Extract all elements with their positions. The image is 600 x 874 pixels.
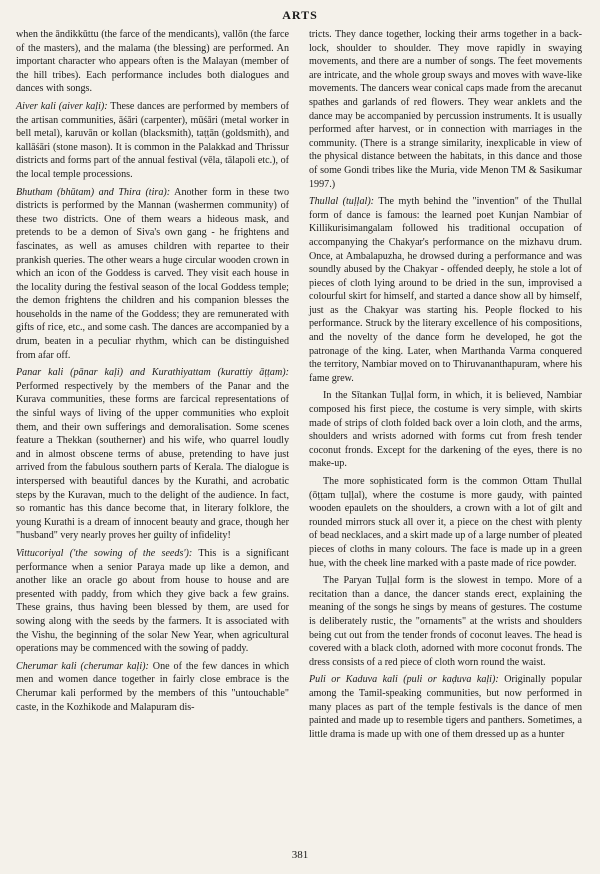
page-number: 381	[291, 849, 309, 861]
paragraph: tricts. They dance together, locking their arms together in a back-lock, shoulder to shoulder. They move rapidly in swaying movements, and there are a number of songs. The feet movements are intricate, and the whole group sways and moves with wave-like movements. The dancers wear conical caps made from the arecanut spathes and garlands of red flowers. They wear anklets and the dance may be accompanied by percussion instruments. It is usually performed after harvest, or in connection with marriages in the community. (There is a strange similarity, inexplicable in view of the physical distance between the habitats, in this dance and those of some Gondi tribes like the Muria, vide Menon TM & Sasikumar 1997.)	[309, 29, 582, 190]
paragraph: Thullal (tuḷḷal): The myth behind the "invention" of the Thullal form of dance is famous: the learned poet Kunjan Nambiar of Killikurisimangalam followed his traditional occupation of accompanying the Chakyar's performance on the mizhavu drum. Once, at Ambalapuzha, he drowsed during a performance and was soundly abused by the Chakyar - offended deeply, he stole a lot of pieces of cloth lying around to be dried in the sun, improvised a colourful skirt for himself, and started a dance show all by himself, just as the Chakyar was starting his. People flocked to his performance. Struck by the literary excellence of his compositions, and the novelty of the dance form he developed, he got the patronage of the king. Later, when Marthanda Varma conquered the territory, Nambiar moved on to Thiruvananthapuram, where his fame grew.	[309, 196, 582, 384]
paragraph: The more sophisticated form is the common Ottam Thullal (ōṭṭam tuḷḷal), where the costume is more gaudy, with painted wooden epaulets on the shoulders, a crown with a lot of gilt and rounded mirrors stuck all over it, a piece on the chest with plenty of bead necklaces, and a skirt made up of a large number of pleated pieces of cloths in many colours. The face is made up in a green hue, with the cheek line marked with a paste made of rice powder.	[309, 476, 582, 569]
entry-term: Vittucoriyal ('the sowing of the seeds'):	[16, 547, 193, 559]
running-header: ARTS	[282, 8, 318, 22]
entry-term: Aiver kali (aiver kaḷi):	[16, 100, 108, 112]
paragraph: The Paryan Tuḷḷal form is the slowest in tempo. More of a recitation than a dance, the dancer stands erect, explaining the meaning of the songs he sings by means of gestures. The costume is deliberately rustic, the "ornaments" at the wrists and shoulders being cut out from the tender fronds of coconut leaves. The head is covered with a black cloth, adorned with more coconut fronds. The dress consists of a red piece of cloth worn round the waist.	[309, 575, 582, 668]
paragraph: Cherumar kali (cherumar kaḷi): One of the few dances in which men and women dance together in fairly close embrace is the Cherumar kali performed by the members of this "untouchable" caste, in the Kozhikode and Malapuram dis-	[16, 660, 289, 713]
paragraph: Bhutham (bhūtam) and Thira (tira): Another form in these two districts is performed by the Mannan (washermen community) of these two districts. One of them wears a hideous mask, and pretends to be a demon of Siva's own gang - he frightens and fascinates, as well as amuses children with repartee to their prankish queries. The other wears a huge circular wooden crown in which an icon of the Goddess is carved. They visit each house in the locality during the festival season of the local Goddess temple; the demon frightens the children and his companion blesses the households in the name of the Goddess; they are remunerated with gifts of rice, etc., and some cash. The dances are accompanied by a drum, beaten in a peculiar rhythm, which can be distinguished from afar off.	[16, 186, 289, 361]
entry-term: Cherumar kali (cherumar kaḷi):	[16, 660, 149, 672]
paragraph: Aiver kali (aiver kaḷi): These dances are performed by members of the artisan communities, āśāri (carpenter), mūśāri (metal worker in bell metal), karuvān or kollan (blacksmith), taṭṭān (goldsmith), and kallāśāri (stone mason). It is common in the Palakkad and Thrissur districts and forms part of the annual festival (vēla, tālapoli etc.), of the local temple processions.	[16, 100, 289, 180]
entry-term: Bhutham (bhūtam) and Thira (tira):	[16, 186, 171, 198]
paragraph: In the Sītankan Tuḷḷal form, in which, it is believed, Nambiar composed his first piece, the costume is very simple, with skirts made of strips of cloth folded back over a loin cloth, and the arms, shoulders and wrists adorned with forms cut from fresh tender coconut fronds. Except for the darkening of the eyes, there is no make-up.	[309, 390, 582, 470]
left-column	[16, 28, 289, 718]
entry-term: Thullal (tuḷḷal):	[309, 196, 375, 208]
paragraph: when the āndikkūttu (the farce of the mendicants), vallōn (the farce of the masters), and the malama (the blessing) are performed. An important character who appears often is the Malayan (member of the hill tribes). Each performance includes both dialogues and dances with songs.	[16, 29, 289, 95]
entry-term: Panar kali (pānar kaḷi) and Kurathiyattam (kurattiy āṭṭam):	[16, 367, 289, 379]
entry-term: Puli or Kaduva kali (puli or kaḍuva kaḷi):	[309, 674, 499, 686]
paragraph: Puli or Kaduva kali (puli or kaḍuva kaḷi): Originally popular among the Tamil-speaking communities, but now performed in many places as part of the temple festivals is the dance of men painted and made up to resemble tigers and panthers. Sometimes, a little drama is made up with one of them dressed up as a hunter	[309, 674, 582, 740]
paragraph: Panar kali (pānar kaḷi) and Kurathiyattam (kurattiy āṭṭam): Performed respectively by the members of the Panar and the Kurava communities, these forms are farcical representations of the sinful ways of living of the upper communities who exploit them, and their own sufferings and demoralisation. Some scenes feature a Thekkan (southerner) and his wife, who quarrel loudly and in almost obscene terms of abuse, pretending to have just arrived from the fabulous southern parts of Kerala. The dialogue is interspersed with beautiful dances by the Kurathi, and acrobatic steps by the Kuravan, much to the delight of the audience. In fact, so romantic has this dance become that, in literary folklore, the young Kurathi is a dream of innocent beauty and grace, though her "husband" very nearly proves her guilty of infidelity!	[16, 367, 289, 542]
paragraph: Vittucoriyal ('the sowing of the seeds'): This is a significant performance when a senior Paraya made up like a demon, and another like an oracle go about from house to house and are presented with paddy, from which they give back a few grains. These grains, thus having been blessed by them, are used for sowing along with the seeds by the farmers. It is associated with the Vishu, the beginning of the solar New Year, when agricultural operations may be commenced with the sowing of paddy.	[16, 547, 289, 655]
right-column	[309, 28, 582, 745]
